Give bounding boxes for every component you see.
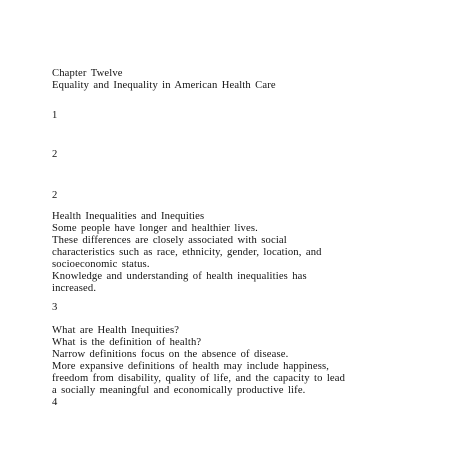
chapter-label: Chapter Twelve	[52, 68, 123, 79]
body-line: These differences are closely associated with social	[52, 235, 287, 246]
body-line: Some people have longer and healthier lives.	[52, 223, 258, 234]
body-line: More expansive definitions of health may include happiness,	[52, 361, 330, 372]
body-line: socioeconomic status.	[52, 259, 150, 270]
body-line: increased.	[52, 283, 97, 294]
page-number: 3	[52, 302, 58, 313]
body-line: a socially meaningful and economically productive life.	[52, 385, 306, 396]
body-line: Knowledge and understanding of health inequalities has	[52, 271, 307, 282]
page-number: 2	[52, 190, 58, 201]
body-line: characteristics such as race, ethnicity, gender, location, and	[52, 247, 322, 258]
page-number: 1	[52, 110, 58, 121]
page-number: 4	[52, 397, 58, 408]
body-line: freedom from disability, quality of life, and the capacity to lead	[52, 373, 346, 384]
body-line: Narrow definitions focus on the absence of disease.	[52, 349, 289, 360]
body-line: What is the definition of health?	[52, 337, 202, 348]
page-number: 2	[52, 149, 58, 160]
section-heading: What are Health Inequities?	[52, 325, 180, 336]
section-heading: Health Inequalities and Inequities	[52, 211, 205, 222]
chapter-title: Equality and Inequality in American Health Care	[52, 80, 276, 91]
